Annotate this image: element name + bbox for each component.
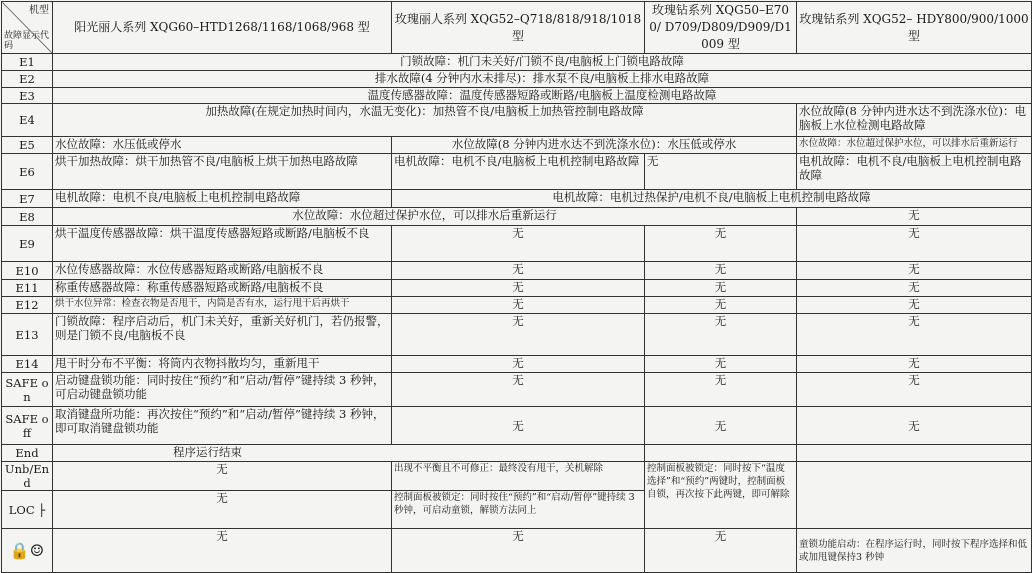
desc-cell: 排水故障(4 分钟内水未排尽)：排水泵不良/电脑板上排水电路故障 [53, 71, 1032, 88]
corner-header-cell: 机型 故障显示代码 [2, 2, 53, 54]
none-cell: 无 [645, 262, 797, 280]
table-row [2, 154, 1032, 190]
none-cell: 无 [53, 529, 392, 573]
none-cell: 无 [797, 280, 1032, 297]
none-cell: 无 [392, 262, 645, 280]
code-cell: E1 [2, 54, 53, 71]
none-cell: 无 [392, 356, 645, 373]
code-cell: E11 [2, 280, 53, 297]
desc-cell: 水位故障(8 分钟内进水达不到洗涤水位)：电脑板上水位检测电路故障 [797, 104, 1032, 137]
desc-cell: 水位传感器故障：水位传感器短路或断路/电脑板不良 [53, 262, 392, 280]
table-row [2, 407, 1032, 445]
none-cell: 无 [392, 297, 645, 314]
none-cell: 无 [797, 373, 1032, 407]
desc-cell: 取消键盘所功能：再次按住“预约”和“启动/暂停”键持续 3 秒钟，即可取消键盘锁功能 [53, 407, 392, 445]
none-cell: 无 [645, 314, 797, 356]
desc-cell: 烘干加热故障：烘干加热管不良/电脑板上烘干加热电路故障 [53, 154, 392, 190]
desc-cell: 出现不平衡且不可修正：最终没有甩干，关机解除 [392, 462, 645, 491]
table-row [2, 314, 1032, 356]
desc-cell: 加热故障(在规定加热时间内，水温无变化)：加热管不良/电脑板上加热管控制电路故障 [53, 104, 797, 137]
table-row [2, 190, 1032, 208]
none-cell: 无 [53, 491, 392, 529]
desc-cell: 无 [645, 154, 797, 190]
table-row [2, 137, 1032, 154]
none-cell: 无 [797, 297, 1032, 314]
table-row [2, 208, 1032, 226]
empty-cell [797, 462, 1032, 529]
desc-cell: 水位故障：水位超过保护水位，可以排水后重新运行 [797, 137, 1032, 154]
header-col4: 玫瑰钻系列 XQG52– HDY800/900/1000 型 [797, 2, 1032, 54]
table-row [2, 226, 1032, 262]
header-col1: 阳光丽人系列 XQG60–HTD1268/1168/1068/968 型 [53, 2, 392, 54]
code-cell: E8 [2, 208, 53, 226]
code-cell: E13 [2, 314, 53, 356]
desc-cell: 水位故障：水位超过保护水位，可以排水后重新运行 [53, 208, 797, 226]
none-cell: 无 [392, 529, 645, 573]
desc-cell: 甩干时分布不平衡：将筒内衣物抖散均匀，重新甩干 [53, 356, 392, 373]
code-cell: E2 [2, 71, 53, 88]
desc-cell: 程序运行结束 [53, 445, 645, 462]
table-row [2, 54, 1032, 71]
code-cell: SAFE on [2, 373, 53, 407]
code-cell: E10 [2, 262, 53, 280]
desc-cell: 门锁故障：程序启动后，机门未关好，重新关好机门，若仍报警，则是门锁不良/电脑板不良 [53, 314, 392, 356]
desc-cell: 电机故障：电机不良/电脑板上电机控制电路故障 [392, 154, 645, 190]
none-cell: 无 [645, 373, 797, 407]
none-cell: 无 [53, 462, 392, 491]
none-cell: 无 [392, 407, 645, 445]
header-col3: 玫瑰钻系列 XQG50–E700/ D709/D809/D909/D1009 型 [645, 2, 797, 54]
table-row [2, 373, 1032, 407]
desc-cell: 门锁故障：机门未关好/门锁不良/电脑板上门锁电路故障 [53, 54, 1032, 71]
child-lock-icon-cell [2, 529, 53, 573]
code-cell: E6 [2, 154, 53, 190]
none-cell: 无 [645, 280, 797, 297]
code-cell: E4 [2, 104, 53, 137]
empty-cell [645, 445, 797, 462]
table-row [2, 71, 1032, 88]
desc-cell: 水位故障(8 分钟内进水达不到洗涤水位)：水压低或停水 [392, 137, 797, 154]
none-cell: 无 [797, 314, 1032, 356]
desc-cell: 烘干温度传感器故障：烘干温度传感器短路或断路/电脑板不良 [53, 226, 392, 262]
none-cell: 无 [645, 226, 797, 262]
desc-cell: 电机故障：电机过热保护/电机不良/电脑板上电机控制电路故障 [392, 190, 1032, 208]
none-cell: 无 [645, 529, 797, 573]
none-cell: 无 [645, 407, 797, 445]
code-cell: End [2, 445, 53, 462]
code-cell: SAFE off [2, 407, 53, 445]
desc-cell: 启动键盘锁功能：同时按住“预约”和“启动/暂停”键持续 3 秒钟，可启动键盘锁功能 [53, 373, 392, 407]
code-cell: E9 [2, 226, 53, 262]
desc-cell: 控制面板被锁定：同时按住“预约”和“启动/暂停”键持续 3 秒钟，可启动童锁，解锁方法同上 [392, 491, 645, 529]
code-cell: E3 [2, 88, 53, 104]
code-cell: E14 [2, 356, 53, 373]
none-cell: 无 [645, 297, 797, 314]
desc-cell: 童锁功能启动：在程序运行时，同时按下程序选择和低或加甩键保持3 秒钟 [797, 529, 1032, 573]
desc-cell: 控制面板被锁定：同时按下“温度选择”和“预约”两键时，控制面板自锁，再次按下此两键，即可解除 [645, 462, 797, 529]
code-cell: E7 [2, 190, 53, 208]
table-row [2, 262, 1032, 280]
table-row [2, 280, 1032, 297]
desc-cell: 电机故障：电机不良/电脑板上电机控制电路故障 [53, 190, 392, 208]
table-row [2, 529, 1032, 573]
child-lock-face-icon: 🔒☺ [9, 540, 45, 560]
empty-cell [797, 445, 1032, 462]
table-row [2, 462, 1032, 491]
desc-cell: 称重传感器故障：称重传感器短路或断路/电脑板不良 [53, 280, 392, 297]
none-cell: 无 [797, 226, 1032, 262]
none-cell: 无 [797, 262, 1032, 280]
table-row [2, 104, 1032, 137]
header-col2: 玫瑰丽人系列 XQG52–Q718/818/918/1018 型 [392, 2, 645, 54]
desc-cell: 温度传感器故障：温度传感器短路或断路/电脑板上温度检测电路故障 [53, 88, 1032, 104]
fault-code-table [1, 1, 1032, 573]
table-row [2, 88, 1032, 104]
table-row [2, 356, 1032, 373]
code-cell: Unb/End [2, 462, 53, 491]
code-cell: E5 [2, 137, 53, 154]
code-cell: LOC ├ [2, 491, 53, 529]
none-cell: 无 [797, 356, 1032, 373]
none-cell: 无 [797, 407, 1032, 445]
desc-cell: 烘干水位异常：检查衣物是否甩干，内筒是否有水，运行甩干后再烘干 [53, 297, 392, 314]
table-row [2, 297, 1032, 314]
table-row [2, 445, 1032, 462]
none-cell: 无 [797, 208, 1032, 226]
none-cell: 无 [645, 356, 797, 373]
desc-cell: 水位故障：水压低或停水 [53, 137, 392, 154]
code-cell: E12 [2, 297, 53, 314]
none-cell: 无 [392, 314, 645, 356]
none-cell: 无 [392, 226, 645, 262]
desc-cell: 电机故障：电机不良/电脑板上电机控制电路故障 [797, 154, 1032, 190]
none-cell: 无 [392, 373, 645, 407]
none-cell: 无 [392, 280, 645, 297]
